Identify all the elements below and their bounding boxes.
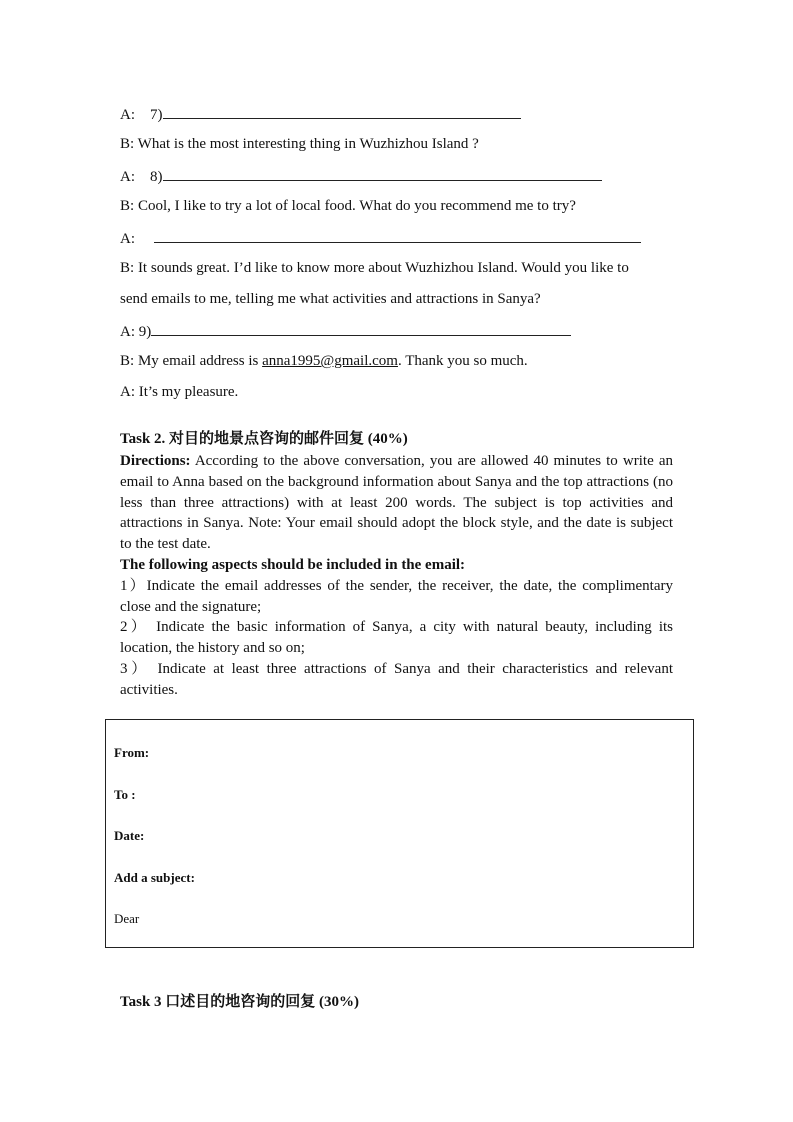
directions-text: According to the above conversation, you are allowed 40 minutes to write an email to Anna based on the background information about Sanya and the top attractions (no less than three attractions) with at least 200 words. The subject is top activities and attractions in Sanya. Note: Your email should adopt the block style, and the date is subject to the test date.: [120, 453, 673, 553]
dialogue-text: Cool, I like to try a lot of local food. What do you recommend me to try?: [137, 198, 576, 214]
dialogue-text: It’s my pleasure.: [138, 384, 239, 400]
speaker-label: B:: [120, 260, 135, 276]
dialogue-line-10: [120, 383, 238, 401]
dialogue-line-8: [120, 321, 571, 341]
date-label: Date:: [114, 828, 145, 843]
speaker-label: A:: [120, 384, 135, 400]
dialogue-text: . Thank you so much.: [397, 353, 528, 369]
task3-heading: Task 3 口述目的地咨询的回复 (30%): [120, 994, 360, 1010]
dialogue-line-4: [120, 197, 576, 215]
dialogue-line-9: [120, 352, 528, 370]
speaker-label: B:: [120, 353, 135, 369]
subject-label: Add a subject:: [114, 870, 195, 885]
answer-blank-7[interactable]: [163, 104, 521, 119]
dialogue-line-3: [120, 166, 602, 186]
email-link[interactable]: anna1995@gmail.com: [262, 353, 398, 369]
task2-directions: [120, 451, 673, 701]
speaker-label: A:: [120, 324, 135, 340]
answer-blank-9[interactable]: [151, 321, 571, 336]
aspects-heading: The following aspects should be included in the email:: [120, 556, 466, 573]
dialogue-line-2: [120, 135, 479, 153]
directions-label: Directions:: [120, 453, 191, 469]
to-label: To :: [114, 787, 136, 802]
email-answer-box[interactable]: [105, 719, 694, 948]
task2-heading: Task 2. 对目的地景点咨询的邮件回复 (40%): [120, 431, 408, 447]
blank-number: 8): [150, 169, 163, 185]
from-label: From:: [114, 745, 150, 760]
blank-number: 7): [150, 107, 163, 123]
aspect-item-3: 3） Indicate at least three attractions of Sanya and their characteristics and relevant activities.: [120, 660, 673, 698]
answer-blank-unnumbered[interactable]: [154, 228, 641, 243]
speaker-label: B:: [120, 136, 135, 152]
greeting-text: Dear: [114, 911, 140, 926]
dialogue-text: It sounds great. I’d like to know more about Wuzhizhou Island. Would you like to: [137, 260, 629, 276]
answer-blank-8[interactable]: [163, 166, 602, 181]
dialogue-line-7: [120, 290, 541, 308]
dialogue-line-1: [120, 104, 521, 124]
blank-number: 9): [138, 324, 152, 340]
dialogue-text: My email address is: [137, 353, 263, 369]
dialogue-text: send emails to me, telling me what activities and attractions in Sanya?: [120, 291, 541, 307]
speaker-label: B:: [120, 198, 135, 214]
dialogue-line-5: [120, 228, 641, 248]
speaker-label: A:: [120, 231, 135, 247]
speaker-label: A:: [120, 169, 135, 185]
aspect-item-1: 1）Indicate the email addresses of the sender, the receiver, the date, the complimentary close and the signature;: [120, 577, 673, 615]
dialogue-line-6: [120, 259, 629, 277]
speaker-label: A:: [120, 107, 135, 123]
aspect-item-2: 2） Indicate the basic information of Sanya, a city with natural beauty, including its location, the history and so on;: [120, 619, 673, 657]
dialogue-text: What is the most interesting thing in Wuzhizhou Island ?: [137, 136, 479, 152]
